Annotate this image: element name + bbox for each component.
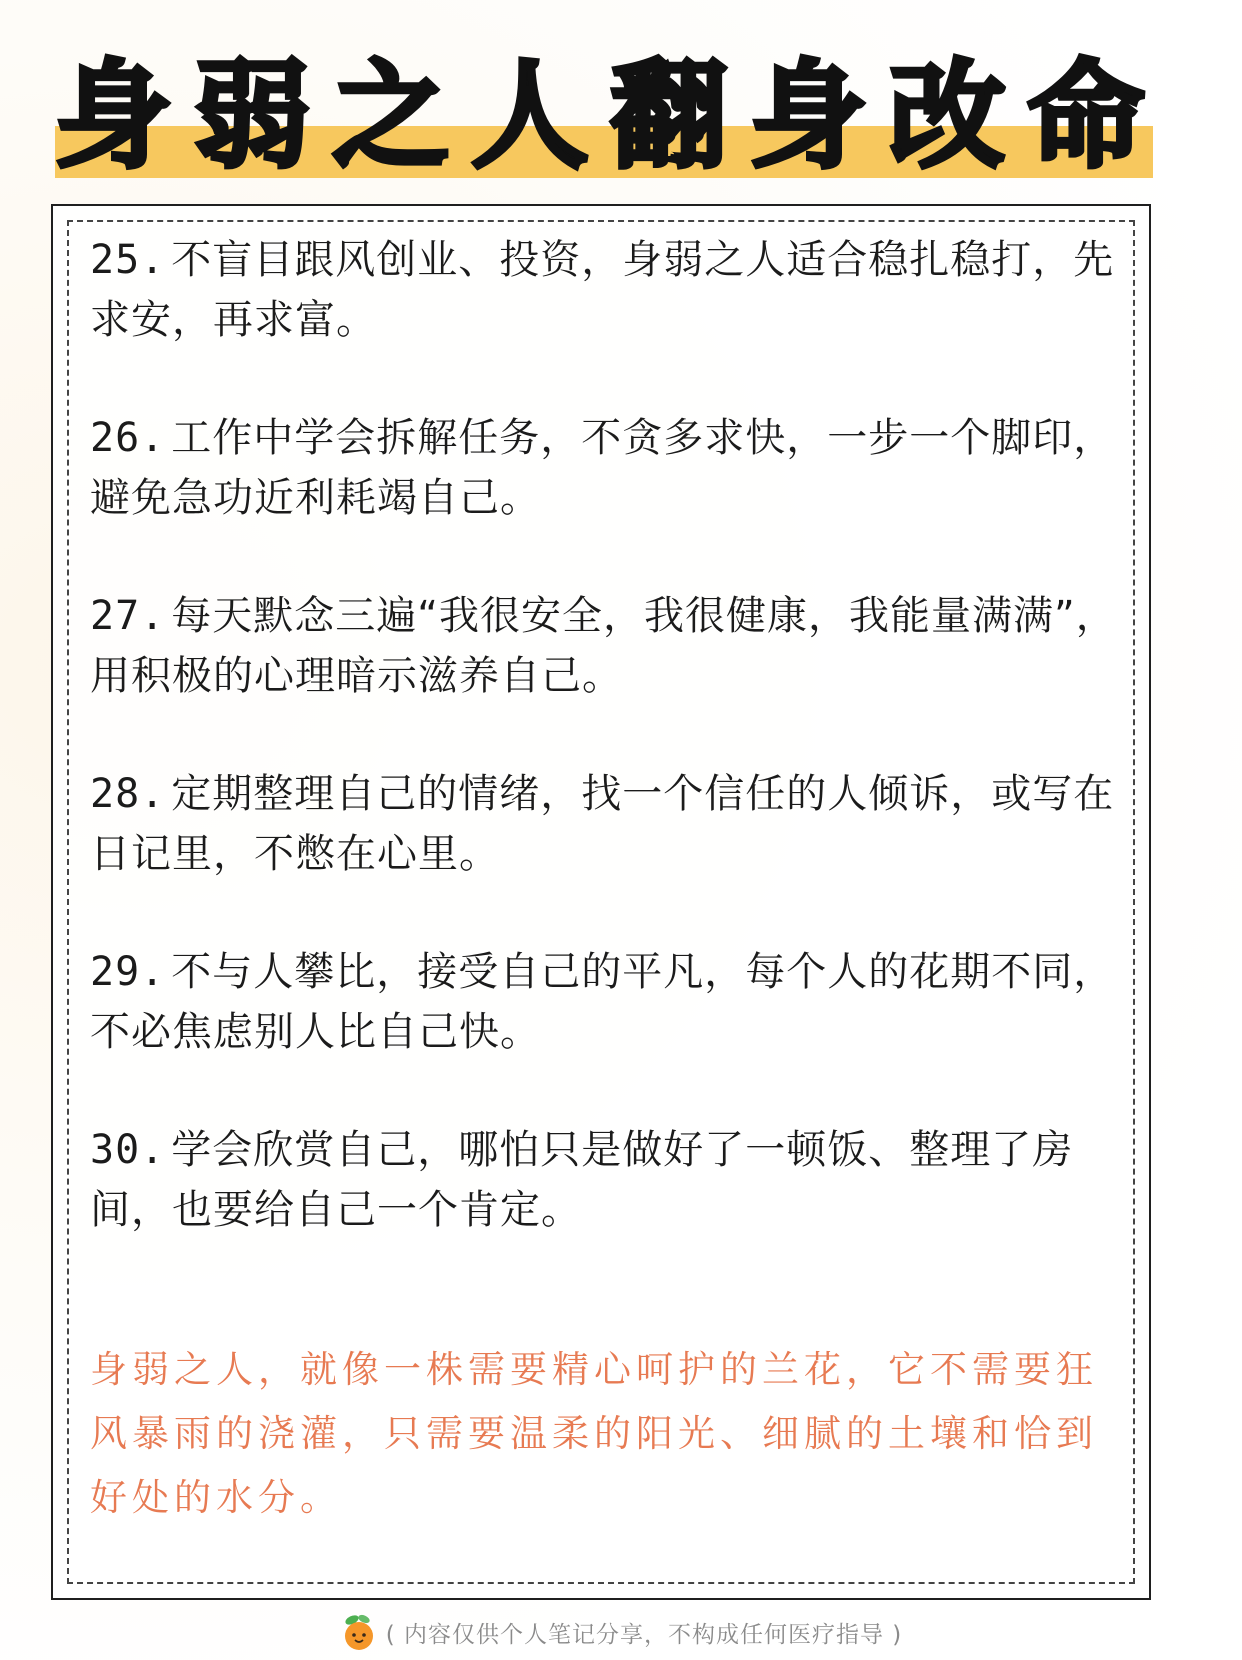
list-item [90, 1120, 1140, 1240]
item-number: 27. [90, 593, 166, 639]
item-text: 不盲目跟风创业、投资，身弱之人适合稳扎稳打，先求安，再求富。 [90, 237, 1115, 343]
list-item [90, 230, 1140, 350]
orange-icon [340, 1612, 378, 1652]
item-number: 28. [90, 771, 166, 817]
footer [0, 1610, 1242, 1654]
list-item [90, 408, 1140, 528]
item-number: 26. [90, 415, 166, 461]
item-text: 工作中学会拆解任务，不贪多求快，一步一个脚印，避免急功近利耗竭自己。 [90, 415, 1115, 521]
item-text: 定期整理自己的情绪，找一个信任的人倾诉，或写在日记里，不憋在心里。 [90, 771, 1115, 877]
dashed-frame [67, 220, 1135, 1584]
item-number: 29. [90, 949, 166, 995]
content-card [51, 204, 1151, 1600]
item-text: 学会欣赏自己，哪怕只是做好了一顿饭、整理了房间，也要给自己一个肯定。 [90, 1127, 1074, 1233]
list-item [90, 586, 1140, 706]
item-number: 25. [90, 237, 166, 283]
title-block [55, 42, 1167, 192]
item-number: 30. [90, 1127, 166, 1173]
page-title: 身弱之人翻身改命 [55, 49, 1167, 184]
item-text: 不与人攀比，接受自己的平凡，每个人的花期不同，不必焦虑别人比自己快。 [90, 949, 1115, 1055]
tips-list [90, 230, 1140, 1298]
list-item [90, 764, 1140, 884]
item-text: 每天默念三遍“我很安全，我很健康，我能量满满”，用积极的心理暗示滋养自己。 [90, 593, 1117, 699]
disclaimer-text: ( 内容仅供个人笔记分享，不构成任何医疗指导 ) [385, 1621, 903, 1648]
closing-note: 身弱之人，就像一株需要精心呵护的兰花，它不需要狂风暴雨的浇灌，只需要温柔的阳光、细腻的土壤和恰到好处的水分。 [90, 1348, 1098, 1519]
list-item [90, 942, 1140, 1062]
